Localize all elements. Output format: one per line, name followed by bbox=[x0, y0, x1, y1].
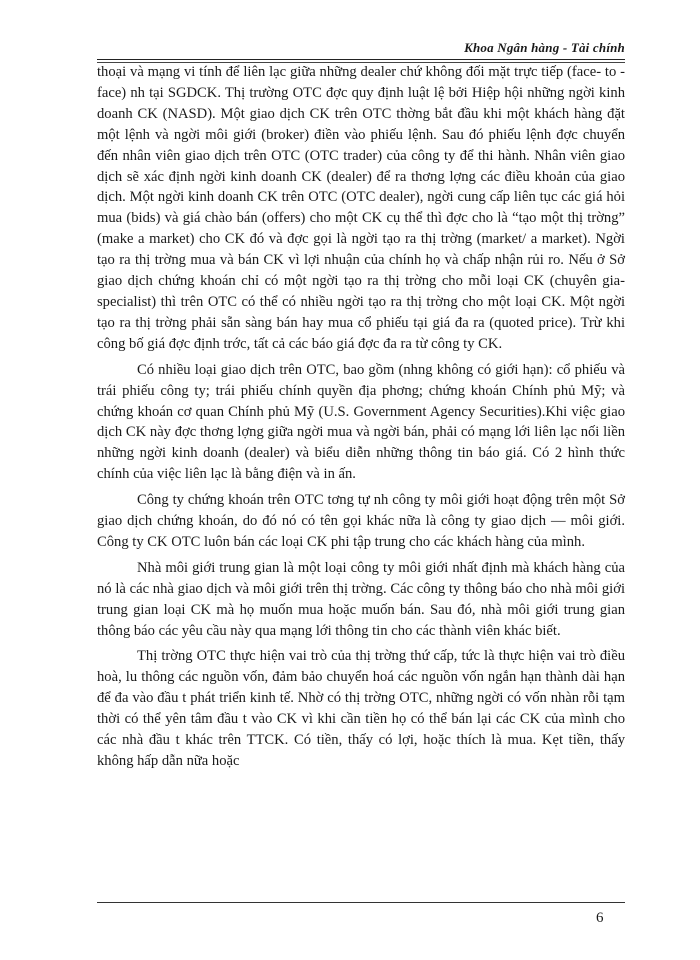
paragraph-4: Nhà môi giới trung gian là một loại công ty môi giới nhất định mà khách hàng của nó là các nhà giao dịch và môi giới trên thị trờng. Các công ty thông báo cho nhà môi giới trung gian loại CK mà họ muốn mua hoặc muốn bán. Sau đó, nhà môi giới trung gian thông báo các yêu cầu này qua mạng lới thông tin cho các thành viên khác biết. bbox=[97, 559, 625, 639]
paragraph-2: Có nhiều loại giao dịch trên OTC, bao gồm (nhng không có giới hạn): cổ phiếu và trái phiếu công ty; trái phiếu chính quyền địa phơng; chứng khoán Chính phủ Mỹ; và chứng khoán cơ quan Chính phủ Mỹ (U.S. Government Agency Securities).Khi việc giao dịch CK này đợc thơng lợng giữa ngời mua và ngời bán, phải có mạng lới liên lạc nối liền những ngời kinh doanh (dealer) và biểu diễn những thông tin báo giá. Có 2 hình thức chính của việc liên lạc là bằng điện và in ấn. bbox=[97, 361, 625, 483]
page-body bbox=[97, 62, 625, 777]
page-number: 6 bbox=[596, 910, 604, 926]
paragraph-3: Công ty chứng khoán trên OTC tơng tự nh công ty môi giới hoạt động trên một Sở giao dịch chứng khoán, do đó nó có tên gọi khác nữa là công ty giao dịch — môi giới. Công ty CK OTC luôn bán các loại CK phi tập trung cho các khách hàng của mình. bbox=[97, 492, 625, 550]
paragraph-5: Thị trờng OTC thực hiện vai trò của thị trờng thứ cấp, tức là thực hiện vai trò điều hoà, lu thông các nguồn vốn, đảm bảo chuyển hoá các nguồn vốn ngắn hạn thành dài hạn để đa vào đầu t phát triển kinh tế. Nhờ có thị trờng OTC, những ngời có vốn nhàn rỗi tạm thời có thể yên tâm đầu t vào CK vì khi cần tiền họ có thể bán lại các CK của mình cho các nhà đầu t khác trên TTCK. Có tiền, thấy có lợi, hoặc thích là mua. Kẹt tiền, thấy không hấp dẫn nữa hoặc bbox=[97, 648, 625, 769]
paragraph-1: thoại và mạng vi tính để liên lạc giữa những dealer chứ không đối mặt trực tiếp (face- to - face) nh tại SGDCK. Thị trường OTC đợc quy định luật lệ bởi Hiệp hội những ngời kinh doanh CK (NASD). Một giao dịch CK trên OTC thờng bắt đầu khi một khách hàng đặt một lệnh và ngời môi giới (broker) điền vào phiếu lệnh. Sau đó phiếu lệnh đợc chuyển đến nhân viên giao dịch trên OTC (OTC trader) của công ty để thi hành. Nhân viên giao dịch sẽ xác định ngời kinh doanh CK (dealer) để ra thơng lợng các điều khoản của giao dịch. Một ngời kinh doanh CK trên OTC (OTC dealer), ngời cung cấp liên tục các giá hỏi mua (bids) và giá chào bán (offers) cho một CK cụ thể thì đợc cho là “tạo một thị trờng” (make a market) cho CK đó và đợc gọi là ngời tạo ra thị trờng (market/ a market). Ngời tạo ra thị trờng mua và bán CK vì lợi nhuận của chính họ và chấp nhận rủi ro. Nếu ở Sở giao dịch chứng khoán chỉ có một ngời tạo ra thị trờng cho mỗi loại CK (chuyên gia- specialist) thì trên OTC có thể có nhiều ngời tạo ra thị trờng cho một loại CK. Một ngời tạo ra thị trờng phải sẵn sàng bán hay mua cổ phiếu tại giá đa ra (quoted price). Trừ khi công bố giá đợc định trớc, tất cả các báo giá đợc đa ra từ công ty CK. bbox=[97, 64, 625, 352]
header-title: Khoa Ngân hàng - Tài chính bbox=[464, 40, 625, 55]
header-rule bbox=[97, 59, 625, 60]
footer-rule bbox=[97, 902, 625, 903]
page-header bbox=[97, 38, 625, 60]
